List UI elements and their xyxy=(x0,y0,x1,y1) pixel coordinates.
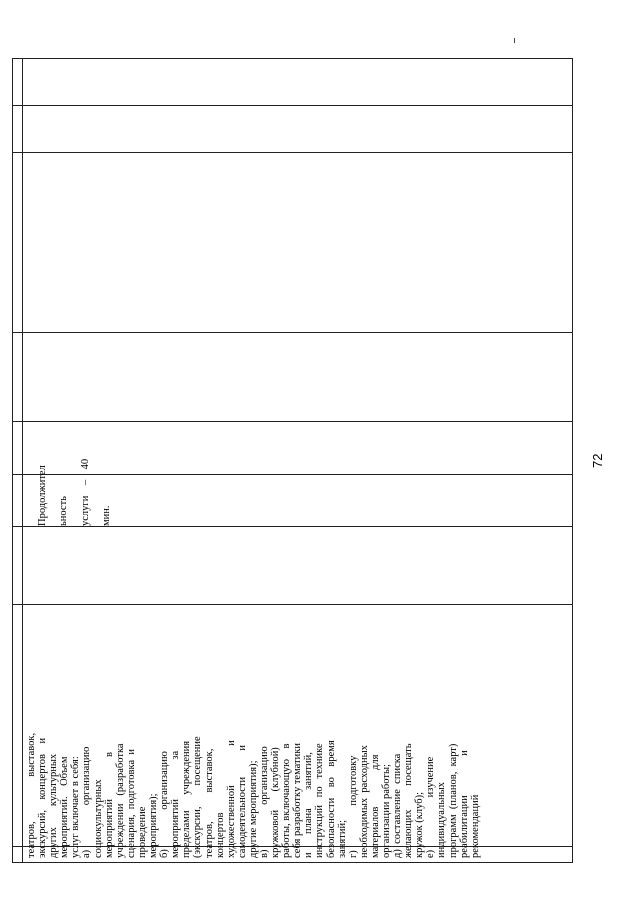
cell-text-line: экскурсий, концертов и xyxy=(37,737,49,858)
cell-text-line: д) составление списка xyxy=(392,753,404,858)
cell-text-line: а) организацию xyxy=(81,746,93,858)
service-duration-cell xyxy=(26,458,123,526)
cell-text-line: других культурных xyxy=(48,753,60,858)
cell-text-line: г) подготовку xyxy=(347,755,359,858)
table-column-divider xyxy=(22,59,23,862)
cell-text-line: театров, выставок, xyxy=(26,732,37,858)
table-row-divider xyxy=(13,421,572,422)
cell-text-line: инструкций по технике xyxy=(314,743,326,858)
cell-text-line: кружковой (клубной) xyxy=(270,747,282,858)
cell-text-line: занятий; xyxy=(336,819,348,858)
cell-text-line: Продолжител xyxy=(36,465,48,526)
cell-text-line: мероприятий за xyxy=(170,750,182,858)
cell-text-line: учреждении (разработка xyxy=(114,743,126,858)
cell-text-line: самодеятельности и xyxy=(236,744,248,858)
cell-text-line: другие мероприятия); xyxy=(247,760,259,858)
cell-text-line: и плана занятий, xyxy=(303,752,315,858)
cell-text-line: реабилитации и xyxy=(458,750,470,858)
scan-mark xyxy=(514,38,515,43)
cell-text-line: е) изучение xyxy=(425,756,437,858)
cell-text-line: себя разработку тематики xyxy=(292,743,304,858)
cell-text-line: (экскурсии, посещение xyxy=(192,736,204,858)
table-row-divider xyxy=(13,105,572,106)
cell-text-line: услуг включает в себя: xyxy=(70,756,82,858)
cell-text-line: кружок (клуб); xyxy=(414,792,426,858)
cell-text-line: материалов для xyxy=(369,754,381,858)
cell-text-line: сценария, подготовка и xyxy=(125,749,137,858)
cell-text-line: безопасности во время xyxy=(325,740,337,858)
cell-text-line: желающих посещать xyxy=(403,743,415,858)
page-number: 72 xyxy=(590,453,605,468)
cell-text-line: социокультурных xyxy=(92,779,104,858)
cell-text-line: мероприятий. Объем xyxy=(59,756,71,858)
cell-text-line: театров, выставок, xyxy=(203,748,215,858)
cell-text-line: художественной и xyxy=(225,740,237,858)
cell-text-line: концертов xyxy=(214,812,226,858)
cell-text-line: ьность xyxy=(58,496,70,526)
cell-text-line: пределами учреждения xyxy=(181,740,193,858)
cell-text-line: услуги – 40 xyxy=(79,458,91,526)
cell-text-line: мероприятия); xyxy=(148,793,160,858)
cell-text-line: проведение xyxy=(136,806,148,858)
cell-text-line: рекомендаций xyxy=(469,794,481,858)
cell-text-line: мероприятий в xyxy=(103,752,115,858)
cell-text-line: работы, включающую в xyxy=(281,743,293,858)
service-description-cell xyxy=(26,525,481,858)
cell-text-line: мин. xyxy=(101,505,113,526)
cell-text-line: программ (планов, карт) xyxy=(447,743,459,858)
cell-text-line: необходимых расходных xyxy=(358,745,370,858)
cell-text-line: организации работы; xyxy=(381,764,392,858)
cell-text-line: индивидуальных xyxy=(436,782,448,858)
cell-text-line: в) организацию xyxy=(258,746,270,858)
cell-text-line: б) организацию xyxy=(159,751,171,858)
table-row-divider xyxy=(13,332,572,333)
table-row-divider xyxy=(13,152,572,153)
